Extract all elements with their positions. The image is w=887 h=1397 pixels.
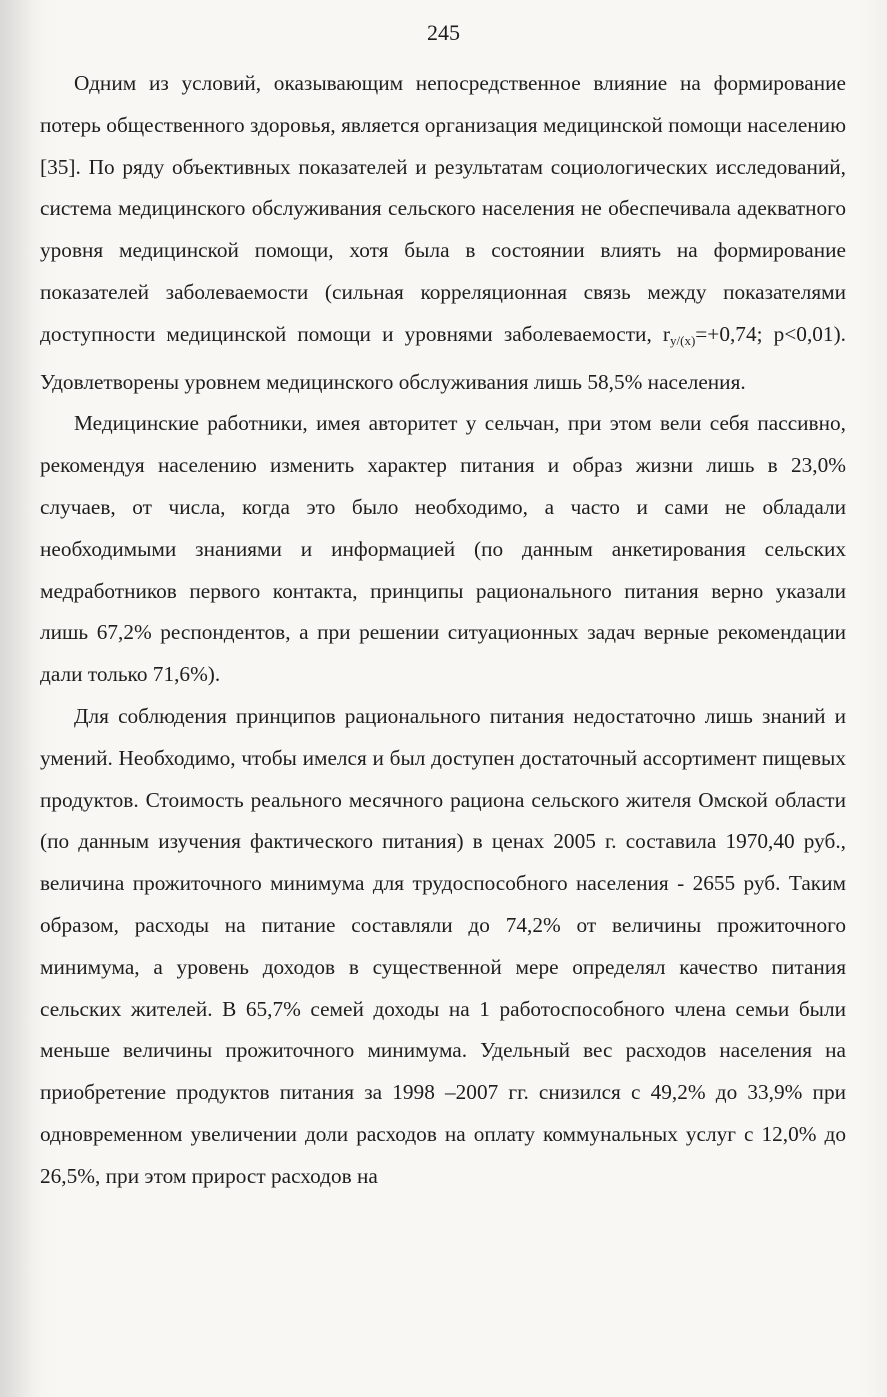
paragraph-1-text-cont: =+0,74; p<0,01). Удовлетворены уровнем медицинского обслуживания лишь 58,5% населения. (40, 321, 846, 394)
correlation-subscript: y/(x) (670, 332, 696, 348)
paragraph-1-text: Одним из условий, оказывающим непосредственное влияние на формирование потерь общественного здоровья, является организация медицинской помощи населению [35]. По ряду объективных показателей и результатам социологических исследований, система медицинского обслуживания сельского населения не обеспечивала адекватного уровня медицинской помощи, хотя была в состоянии влиять на формирование показателей заболеваемости (сильная корреляционная связь между показателями доступности медицинской помощи и уровнями заболеваемости, r (40, 71, 846, 346)
paragraph-1 (40, 63, 846, 403)
body-text (40, 63, 846, 1198)
page-number: 245 (427, 20, 460, 45)
paragraph-2: Медицинские работники, имея авторитет у сельчан, при этом вели себя пассивно, рекомендуя населению изменить характер питания и образ жизни лишь в 23,0% случаев, от числа, когда это было необходимо, а часто и сами не обладали необходимыми знаниями и информацией (по данным анкетирования сельских медработников первого контакта, принципы рационального питания верно указали лишь 67,2% респондентов, а при решении ситуационных задач верные рекомендации дали только 71,6%). (40, 411, 846, 687)
paragraph-3: Для соблюдения принципов рационального питания недостаточно лишь знаний и умений. Необходимо, чтобы имелся и был доступен достаточный ассортимент пищевых продуктов. Стоимость реального месячного рациона сельского жителя Омской области (по данным изучения фактического питания) в ценах 2005 г. составила 1970,40 руб., величина прожиточного минимума для трудоспособного населения - 2655 руб. Таким образом, расходы на питание составляли до 74,2% от величины прожиточного минимума, а уровень доходов в существенной мере определял качество питания сельских жителей. В 65,7% семей доходы на 1 работоспособного члена семьи были меньше величины прожиточного минимума. Удельный вес расходов населения на приобретение продуктов питания за 1998 –2007 гг. снизился с 49,2% до 33,9% при одновременном увеличении доли расходов на оплату коммунальных услуг с 12,0% до 26,5%, при этом прирост расходов на (40, 703, 846, 1188)
scan-edge-shadow (0, 0, 40, 1397)
